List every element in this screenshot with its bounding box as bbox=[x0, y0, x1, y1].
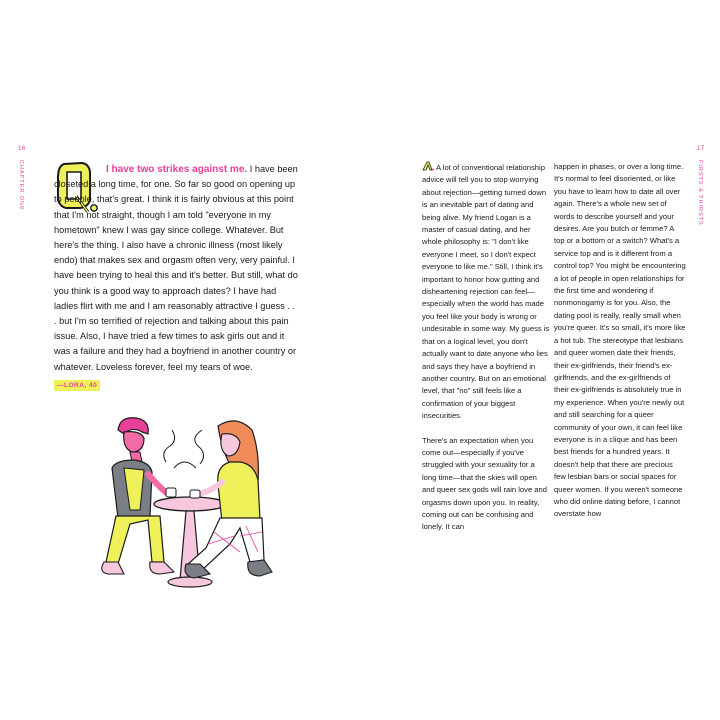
answer-column-1 bbox=[422, 161, 550, 546]
left-page-number: 16 bbox=[18, 146, 26, 152]
question-text bbox=[54, 162, 298, 375]
question-body: I have been closeted a long time, for one. So far so good on opening up to people, that's great. I think it is fairly obvious at this point that I'm not straight, though I am told "everyone in my hometown" knew I was gay since college. Whatever. But here's the thing. I also have a chronic illness (most likely endo) that makes sex and orgasm often very, very painful. I have been trying to heal this and it's better. But still, what do you think is a good way to approach dates? I have had ladies flirt with me and I am reasonably attractive I guess . . . but I'm so terrified of rejection and talking about this pain issue. Also, I have tried a few times to ask girls out and it was a failure and they had a boyfriend in another country or whatever. Loveless forever, feel my tears of woe. bbox=[54, 164, 298, 372]
left-running-head: CHAPTER ONE bbox=[18, 160, 24, 211]
question-lead: I have two strikes against me. bbox=[106, 164, 248, 175]
right-running-head: FIRSTS & THIRSTS bbox=[697, 160, 703, 226]
blackletter-a-icon bbox=[422, 161, 434, 171]
answer-paragraph: happen in phases, or over a long time. It's normal to feel disoriented, or like you have to learn how to date all over again. There's a whole new set of words to describe yourself and your desires. Are you butch or femme? A top or a bottom or a switch? What's a service top and is it different from a control top? You might be encountering a lot of people in open relationships for the first time and wondering if nonmonogamy is for you. Also, the dating pool is really, really small when you're queer. It's so small, it's more like a hot tub. The stereotype that lesbians and queer women date their friends, their ex-girlfriends, their friend's ex-girlfriends, and the ex-girlfriends of their ex-girlfriends is absolutely true in my experience. When you're newly out and still searching for a queer community of your own, it can feel like everyone is in a clique and has been best friends for a hundred years. It doesn't help that there are precious few lesbian bars or social spaces for queer women. If you weren't someone who did online dating before, I cannot overstate how bbox=[554, 162, 686, 519]
answer-paragraph: A lot of conventional relationship advice will tell you to stop worrying about rejection—getting turned down is an inevitable part of dating and being alive. My friend Logan is a master of casual dating, and her whole philosophy is: "I don't like everyone I meet, so I don't expect everyone to like me." Still, I think it's important to honor how gutting and disheartening rejection can feel—especially when the world has made you feel like your body is wrong or undesirable in some way. My guess is that on a logical level, you don't actually want to date anyone who lies and says they have a boyfriend in another country. But on an emotional level, that "no" still feels like a confirmation of your biggest insecurities. bbox=[422, 163, 550, 421]
answer-column-2 bbox=[554, 161, 686, 533]
question-signature: —LORA, 40 bbox=[54, 380, 100, 391]
couple-illustration bbox=[90, 412, 290, 602]
answer-paragraph: There's an expectation when you come out—especially if you've struggled with your sexuality for a long time—that the skies will open and queer sex gods will rain love and orgasms down upon you. In reality, coming out can be confusing and lonely. It can bbox=[422, 435, 547, 532]
right-page-number: 17 bbox=[697, 146, 705, 152]
